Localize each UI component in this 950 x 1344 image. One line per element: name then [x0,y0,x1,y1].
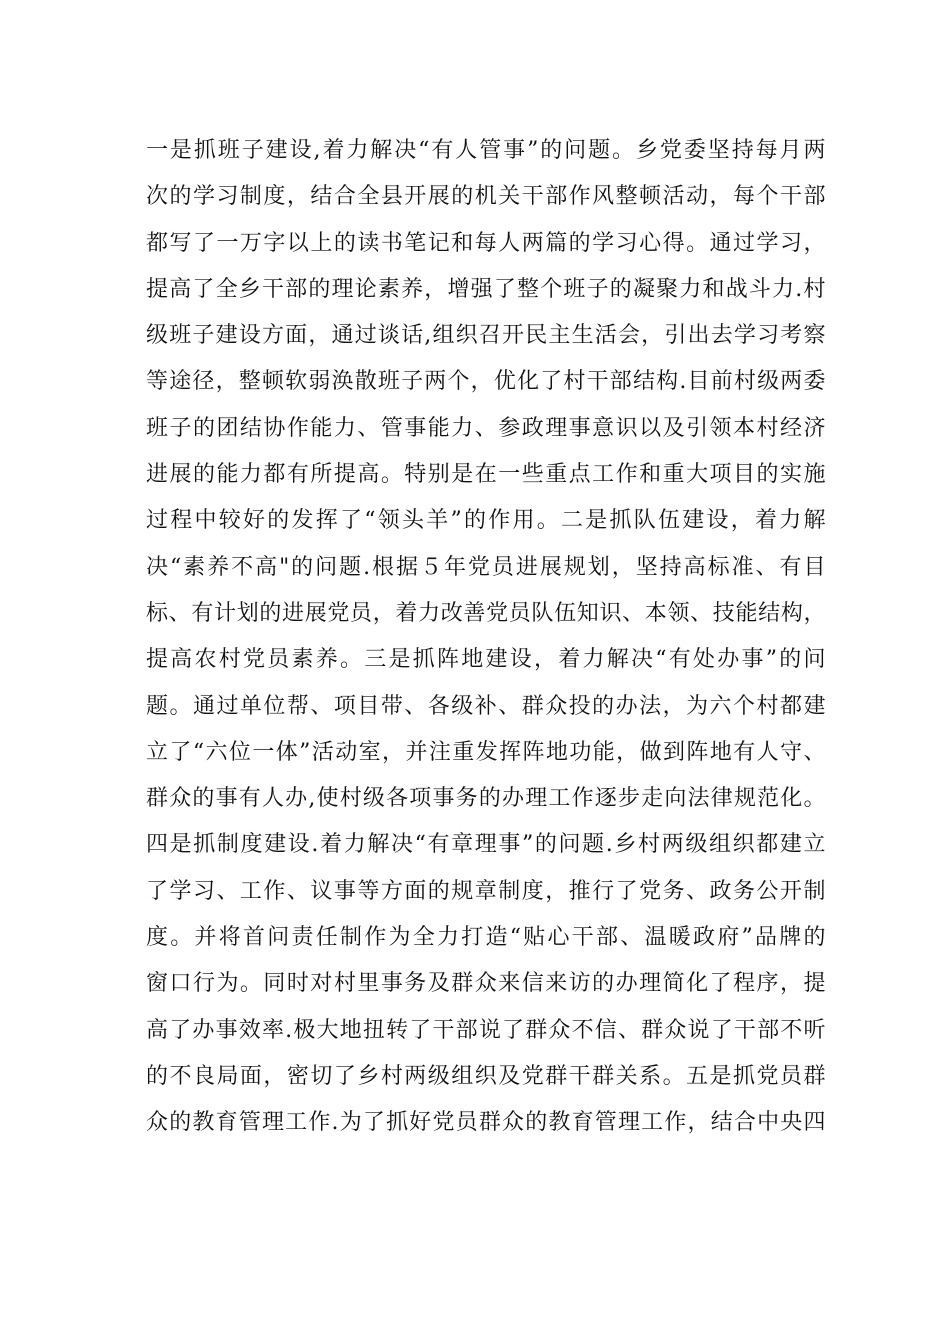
text-line: 立了“六位一体”活动室，并注重发挥阵地功能，做到阵地有人守、 [146,739,826,765]
body-text [146,128,826,1147]
text-line: 度。并将首问责任制作为全力打造“贴心干部、温暖政府”品牌的 [146,925,826,951]
text-line: 等途径，整顿软弱涣散班子两个，优化了村干部结构.目前村级两委 [146,369,826,395]
text-line: 提高农村党员素养。三是抓阵地建设，着力解决“有处办事”的问 [146,647,826,673]
text-line: 都写了一万字以上的读书笔记和每人两篇的学习心得。通过学习， [146,230,826,256]
text-line: 群众的事有人办,使村级各项事务的办理工作逐步走向法律规范化。 [146,786,826,812]
text-line: 决“素养不高"的问题.根据５年党员进展规划，坚持高标准、有目 [146,554,826,580]
text-line: 四是抓制度建设.着力解决“有章理事”的问题.乡村两级组织都建立 [146,832,826,858]
text-line: 的不良局面，密切了乡村两级组织及党群干群关系。五是抓党员群 [146,1063,826,1089]
text-line: 题。通过单位帮、项目带、各级补、群众投的办法，为六个村都建 [146,693,826,719]
text-line: 众的教育管理工作.为了抓好党员群众的教育管理工作，结合中央四 [146,1110,826,1136]
text-line: 提高了全乡干部的理论素养，增强了整个班子的凝聚力和战斗力.村 [146,276,826,302]
text-line: 进展的能力都有所提高。特别是在一些重点工作和重大项目的实施 [146,462,826,488]
text-line: 了学习、工作、议事等方面的规章制度，推行了党务、政务公开制 [146,878,826,904]
text-line: 窗口行为。同时对村里事务及群众来信来访的办理简化了程序，提 [146,971,826,997]
text-line: 高了办事效率.极大地扭转了干部说了群众不信、群众说了干部不听 [146,1017,826,1043]
text-line: 次的学习制度，结合全县开展的机关干部作风整顿活动，每个干部 [146,184,826,210]
text-line: 一是抓班子建设,着力解决“有人管事”的问题。乡党委坚持每月两 [146,138,826,163]
text-line: 标、有计划的进展党员，着力改善党员队伍知识、本领、技能结构， [146,600,826,626]
text-line: 级班子建设方面，通过谈话,组织召开民主生活会，引出去学习考察 [146,323,826,349]
text-line: 过程中较好的发挥了“领头羊”的作用。二是抓队伍建设，着力解 [146,508,826,534]
text-line: 班子的团结协作能力、管事能力、参政理事意识以及引领本村经济 [146,415,826,441]
